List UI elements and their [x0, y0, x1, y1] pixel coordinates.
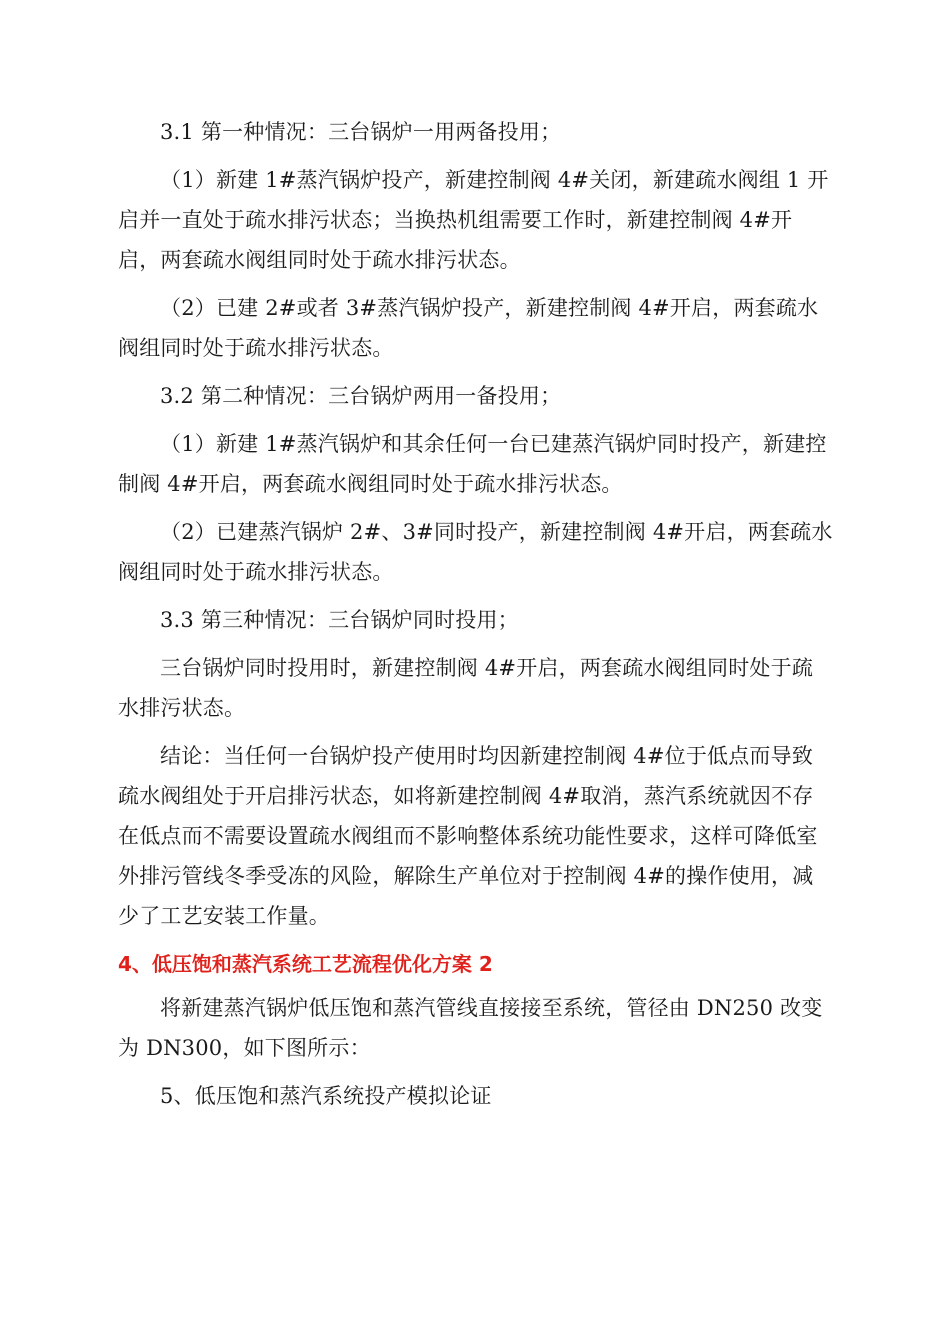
section-3-1-paragraph-1: （1）新建 1#蒸汽锅炉投产，新建控制阀 4#关闭，新建疏水阀组 1 开启并一直处于疏水排污状态；当换热机组需要工作时，新建控制阀 4#开启，两套疏水阀组同时处于疏水排污状态。	[118, 168, 829, 272]
section-3-2-title: 3.2 第二种情况：三台锅炉两用一备投用；	[160, 384, 562, 408]
section-4-heading: 4、低压饱和蒸汽系统工艺流程优化方案 2	[118, 952, 493, 976]
section-3-1-title: 3.1 第一种情况：三台锅炉一用两备投用；	[160, 120, 562, 144]
section-3-1-paragraph-2: （2）已建 2#或者 3#蒸汽锅炉投产，新建控制阀 4#开启，两套疏水阀组同时处于疏水排污状态。	[118, 296, 819, 360]
section-3-3-title: 3.3 第三种情况：三台锅炉同时投用；	[160, 608, 519, 632]
section-3-3-paragraph-1: 三台锅炉同时投用时，新建控制阀 4#开启，两套疏水阀组同时处于疏水排污状态。	[118, 656, 814, 720]
section-5-title: 5、低压饱和蒸汽系统投产模拟论证	[160, 1084, 492, 1108]
section-3-2-paragraph-1: （1）新建 1#蒸汽锅炉和其余任何一台已建蒸汽锅炉同时投产，新建控制阀 4#开启，两套疏水阀组同时处于疏水排污状态。	[118, 432, 827, 496]
document-body	[118, 112, 834, 1124]
section-3-2-paragraph-2: （2）已建蒸汽锅炉 2#、3#同时投产，新建控制阀 4#开启，两套疏水阀组同时处于疏水排污状态。	[118, 520, 833, 584]
conclusion-paragraph: 结论：当任何一台锅炉投产使用时均因新建控制阀 4#位于低点而导致疏水阀组处于开启排污状态，如将新建控制阀 4#取消，蒸汽系统就因不存在低点而不需要设置疏水阀组而不影响整体系统功能性要求，这样可降低室外排污管线冬季受冻的风险，解除生产单位对于控制阀 4#的操作使用，减少了工艺安装工作量。	[118, 744, 818, 928]
section-4-paragraph-1: 将新建蒸汽锅炉低压饱和蒸汽管线直接接至系统，管径由 DN250 改变为 DN300，如下图所示：	[118, 996, 823, 1060]
